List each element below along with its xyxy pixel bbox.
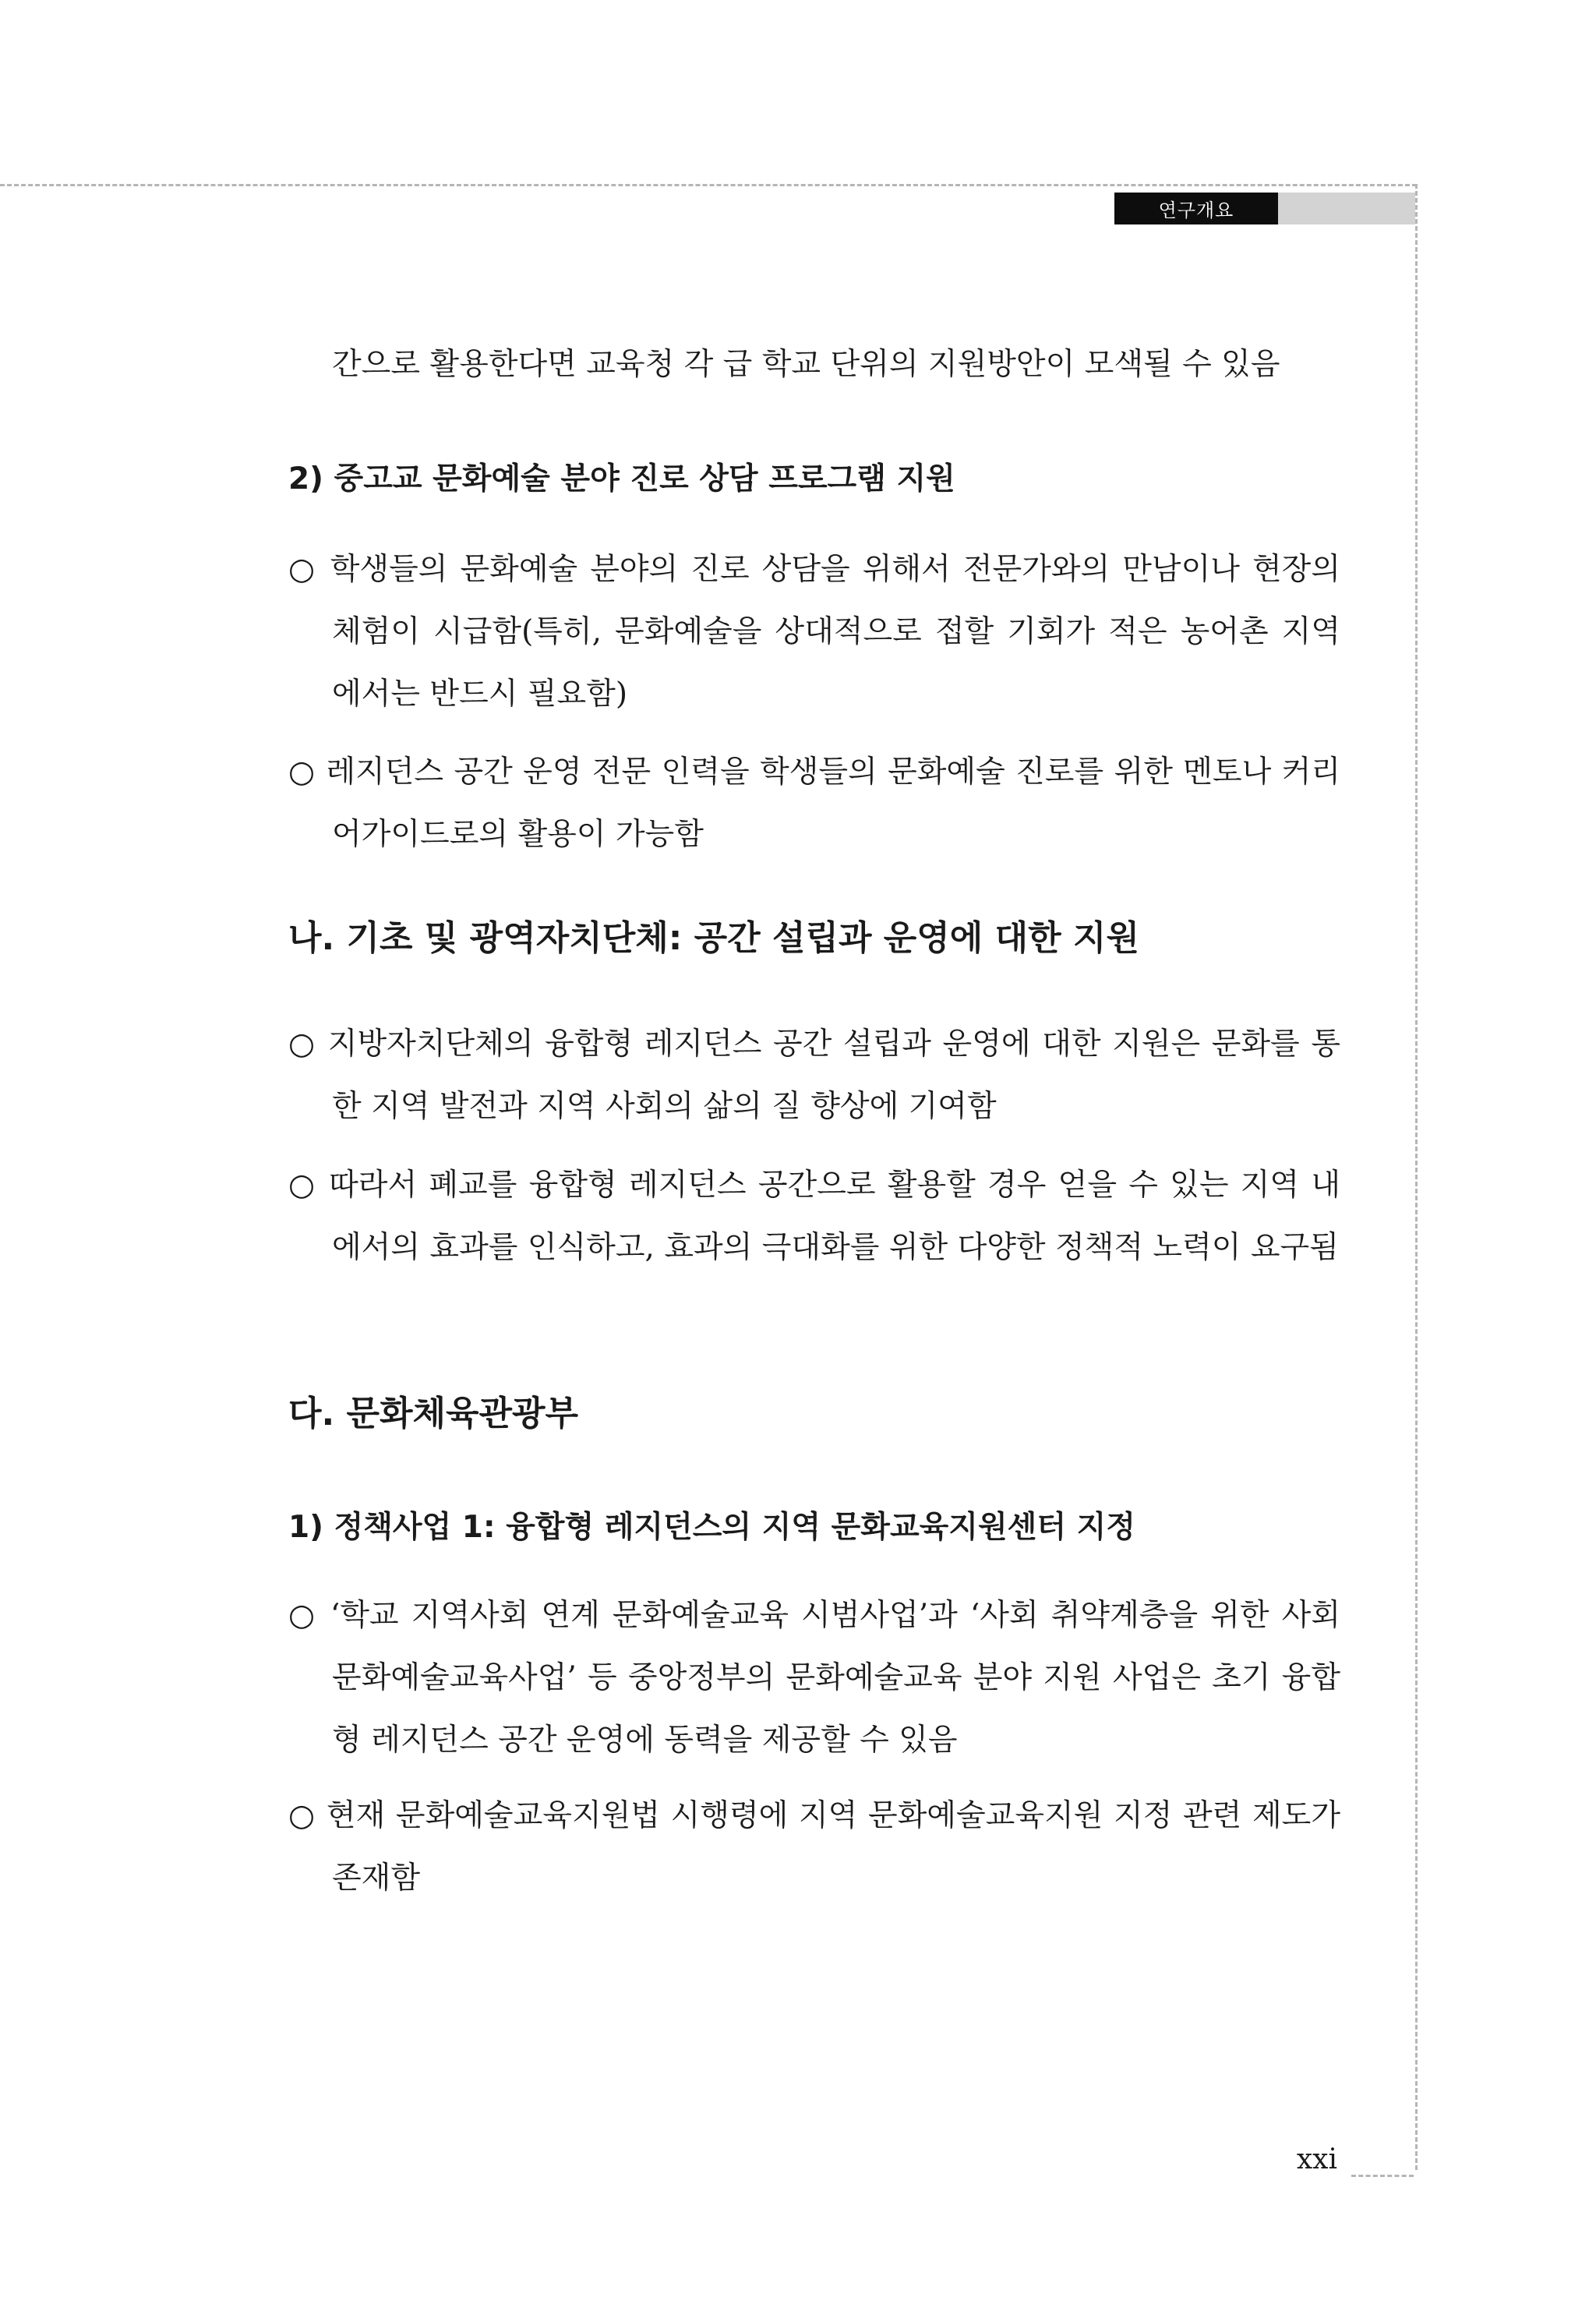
bullet-local-government (288, 1013, 1340, 1138)
section-heading-da: 다. 문화체육관광부 (288, 1394, 579, 1433)
bullet-residence-staff-text: ○ 레지던스 공간 운영 전문 인력을 학생들의 문화예술 진로를 위한 멘토나 커리어가이드로의 활용이 가능함 (288, 755, 1340, 852)
running-header-gray-bar (1278, 193, 1415, 224)
subheading-2: 2) 중고교 문화예술 분야 진로 상담 프로그램 지원 (288, 461, 955, 497)
continuation-text: 간으로 활용한다면 교육청 각 급 학교 단위의 지원방안이 모색될 수 있음 (332, 347, 1280, 382)
footer-dashed-rule (1351, 2175, 1414, 2177)
bullet-enforcement-decree-text: ○ 현재 문화예술교육지원법 시행령에 지역 문화예술교육지원 지정 관련 제도가 존재함 (288, 1798, 1340, 1896)
bullet-pilot-project (288, 1585, 1340, 1772)
right-dashed-rule (1415, 184, 1418, 2170)
page-number: xxi (1296, 2144, 1337, 2175)
subheading-1: 1) 정책사업 1: 융합형 레지던스의 지역 문화교육지원센터 지정 (288, 1510, 1135, 1545)
bullet-career-counseling-text: ○ 학생들의 문화예술 분야의 진로 상담을 위해서 전문가와의 만남이나 현장의 체험이 시급함(특히, 문화예술을 상대적으로 접할 기회가 적은 농어촌 지역에서는 반드시 필요함) (288, 552, 1340, 712)
running-header (1114, 193, 1415, 224)
bullet-closed-school-text: ○ 따라서 폐교를 융합형 레지던스 공간으로 활용할 경우 얻을 수 있는 지역 내에서의 효과를 인식하고, 효과의 극대화를 위한 다양한 정책적 노력이 요구됨 (288, 1168, 1340, 1265)
bullet-residence-staff (288, 741, 1340, 866)
bullet-enforcement-decree (288, 1785, 1340, 1910)
bullet-pilot-project-text: ○ ‘학교 지역사회 연계 문화예술교육 시범사업’과 ‘사회 취약계층을 위한 사회문화예술교육사업’ 등 중앙정부의 문화예술교육 분야 지원 사업은 초기 융합형 레지던스 공간 운영에 동력을 제공할 수 있음 (288, 1598, 1340, 1758)
bullet-career-counseling (288, 539, 1340, 726)
top-dashed-rule (0, 184, 1417, 186)
running-header-label: 연구개요 (1114, 193, 1278, 224)
bullet-local-government-text: ○ 지방자치단체의 융합형 레지던스 공간 설립과 운영에 대한 지원은 문화를 통한 지역 발전과 지역 사회의 삶의 질 향상에 기여함 (288, 1027, 1340, 1124)
section-heading-na: 나. 기초 및 광역자치단체: 공간 설립과 운영에 대한 지원 (288, 918, 1139, 958)
bullet-closed-school (288, 1154, 1340, 1279)
